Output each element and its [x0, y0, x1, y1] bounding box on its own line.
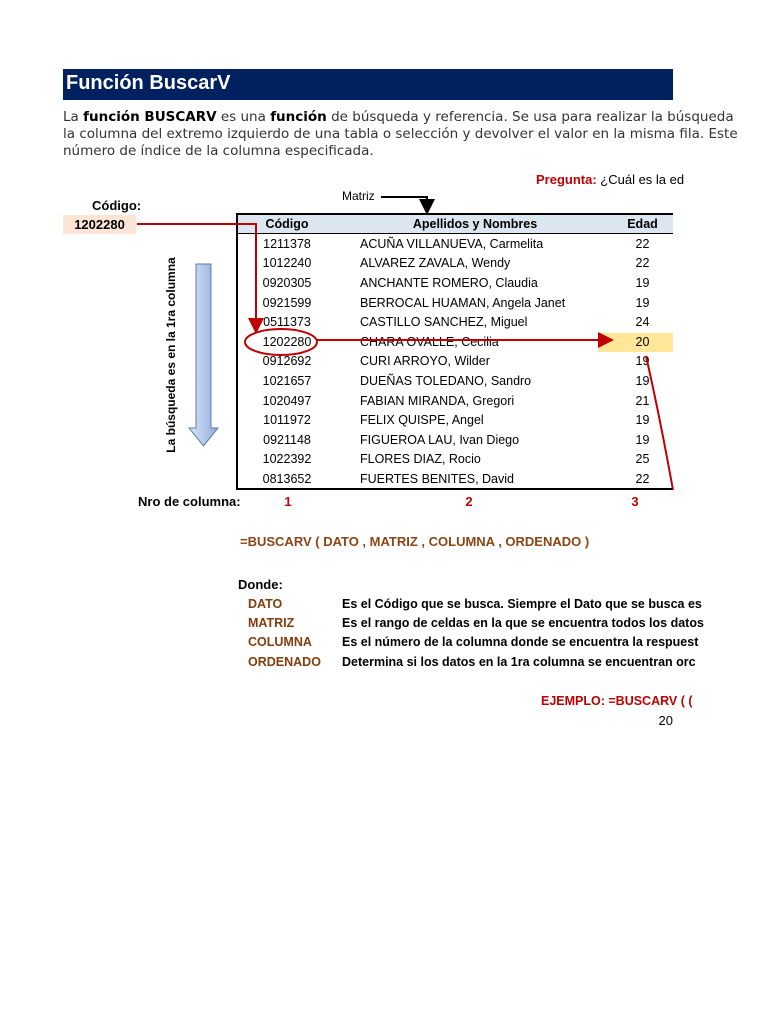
search-direction-note: La búsqueda es en la 1ra columna [164, 257, 178, 453]
cell-edad: 19 [635, 373, 650, 388]
donde-label: Donde: [238, 577, 283, 592]
intro-bold: función BUSCARV [83, 109, 217, 125]
cell-edad: 19 [635, 275, 650, 290]
definition-dato: Es el Código que se busca. Siempre el Dato que se busca es [342, 597, 702, 611]
match-circle [245, 329, 317, 355]
cell-edad: 21 [635, 393, 650, 408]
cell-codigo: 1012240 [262, 256, 312, 271]
example-result: 20 [658, 713, 673, 728]
cell-codigo: 1021657 [262, 373, 312, 388]
intro-text: es una [216, 109, 271, 125]
cell-edad: 24 [635, 315, 650, 330]
header-edad: Edad [612, 214, 673, 234]
question-text: ¿Cuál es la ed [596, 172, 685, 187]
cell-nombre: ACUÑA VILLANUEVA, Carmelita [360, 236, 544, 251]
matriz-label: Matriz [342, 189, 375, 203]
intro-text: de búsqueda y referencia. Se usa para realizar la búsqueda [326, 109, 734, 125]
definition-matriz: Es el rango de celdas en la que se encuentra todos los datos [342, 616, 704, 630]
cell-nombre: BERROCAL HUAMAN, Angela Janet [360, 295, 566, 310]
cell-codigo: 1202280 [262, 334, 312, 349]
page-title: Función BuscarV [66, 72, 231, 94]
cell-codigo: 1211378 [263, 236, 311, 251]
cell-nombre: CASTILLO SANCHEZ, Miguel [360, 315, 528, 330]
cell-edad: 22 [635, 471, 650, 486]
definition-ordenado: Determina si los datos en la 1ra columna se encuentran orc [342, 655, 696, 669]
intro-bold: función [270, 109, 327, 125]
down-arrow-icon [189, 264, 218, 446]
cell-nombre: FLORES DIAZ, Rocio [360, 452, 481, 467]
cell-edad: 19 [635, 413, 650, 428]
term-ordenado: ORDENADO [248, 655, 321, 669]
header-codigo: Código [236, 214, 338, 234]
column-number-label: Nro de columna: [138, 494, 241, 509]
cell-codigo: 1020497 [262, 393, 312, 408]
codigo-input-cell[interactable]: 1202280 [63, 215, 136, 234]
definition-columna: Es el número de la columna donde se encuentra la respuest [342, 635, 699, 649]
cell-codigo: 0511373 [263, 315, 311, 330]
curve-arrow [646, 356, 673, 490]
cell-nombre: CHARA OVALLE, Cecilia [360, 334, 499, 349]
cell-nombre: FUERTES BENITES, David [360, 471, 514, 486]
cell-edad: 22 [635, 256, 650, 271]
matriz-arrow [381, 197, 427, 211]
cell-edad: 19 [635, 432, 650, 447]
cell-edad: 19 [635, 295, 650, 310]
formula-syntax: =BUSCARV ( DATO , MATRIZ , COLUMNA , ORDENADO ) [240, 534, 590, 549]
cell-codigo: 0921148 [263, 432, 311, 447]
column-number-2: 2 [465, 494, 473, 509]
cell-nombre: ANCHANTE ROMERO, Claudia [360, 275, 538, 290]
cell-edad: 25 [635, 452, 650, 467]
cell-edad: 20 [635, 334, 650, 349]
term-matriz: MATRIZ [248, 616, 295, 630]
term-columna: COLUMNA [248, 635, 312, 649]
cell-codigo: 0912692 [262, 354, 312, 369]
cell-nombre: ALVAREZ ZAVALA, Wendy [360, 256, 511, 271]
intro-text: La [63, 109, 84, 125]
cell-edad: 22 [635, 236, 650, 251]
cell-nombre: CURI ARROYO, Wilder [360, 354, 490, 369]
cell-codigo: 1011972 [263, 413, 311, 428]
codigo-label: Código: [92, 198, 142, 213]
term-dato: DATO [248, 597, 283, 611]
example-formula: EJEMPLO: =BUSCARV ( ( [541, 694, 693, 708]
column-number-1: 1 [284, 494, 292, 509]
cell-nombre: FABIAN MIRANDA, Gregori [360, 393, 515, 408]
cell-codigo: 1022392 [262, 452, 312, 467]
question-label: Pregunta: [536, 172, 597, 187]
cell-nombre: DUEÑAS TOLEDANO, Sandro [360, 373, 532, 388]
cell-nombre: FIGUEROA LAU, Ivan Diego [360, 432, 520, 447]
cell-codigo: 0920305 [262, 275, 312, 290]
cell-nombre: FELIX QUISPE, Angel [360, 413, 484, 428]
intro-line-2: la columna del extremo izquierdo de una tabla o selección y devolver el valor en la misma fila. Este [63, 126, 738, 142]
cell-codigo: 0813652 [262, 471, 312, 486]
cell-codigo: 0921599 [262, 295, 312, 310]
cell-edad: 19 [635, 354, 650, 369]
intro-line-3: número de índice de la columna especificada. [63, 143, 374, 159]
header-nombres: Apellidos y Nombres [338, 214, 612, 234]
column-number-3: 3 [631, 494, 639, 509]
